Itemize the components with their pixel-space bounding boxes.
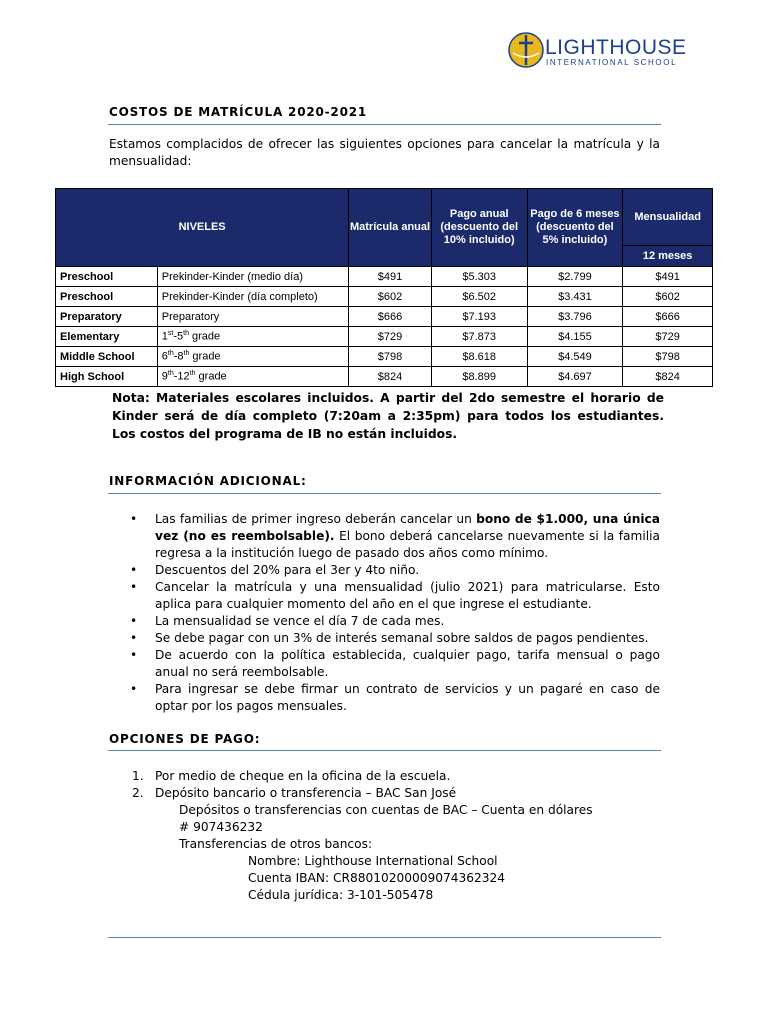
program-cell: 6th-8th grade — [157, 347, 348, 367]
bac-accounts-line: Depósitos o transferencias con cuentas de BAC – Cuenta en dólares — [179, 803, 593, 817]
pago-anual-cell: $7.193 — [431, 307, 527, 327]
program-cell: 1st-5th grade — [157, 327, 348, 347]
matricula-cell: $602 — [349, 287, 432, 307]
level-cell: Middle School — [56, 347, 158, 367]
mensualidad-cell: $491 — [623, 267, 713, 287]
mensualidad-cell: $666 — [623, 307, 713, 327]
pago-6-cell: $4.697 — [527, 367, 623, 387]
level-cell: Preschool — [56, 287, 158, 307]
program-cell: Prekinder-Kinder (día completo) — [157, 287, 348, 307]
pago-6-cell: $2.799 — [527, 267, 623, 287]
payment-heading: OPCIONES DE PAGO: — [109, 732, 261, 746]
bac-account-number: # 907436232 — [179, 820, 263, 834]
pago-6-cell: $4.155 — [527, 327, 623, 347]
level-cell: Elementary — [56, 327, 158, 347]
matricula-cell: $824 — [349, 367, 432, 387]
payment-list — [118, 768, 660, 904]
header-pago-anual: Pago anual (descuento del 10% incluido) — [431, 189, 527, 267]
list-item: • Para ingresar se debe firmar un contrato de servicios y un pagaré en caso de optar por los pagos mensuales. — [118, 681, 660, 715]
lighthouse-logo-icon — [507, 31, 545, 69]
pago-anual-cell: $5.303 — [431, 267, 527, 287]
list-item: • Se debe pagar con un 3% de interés semanal sobre saldos de pagos pendientes. — [118, 630, 660, 647]
matricula-cell: $798 — [349, 347, 432, 367]
page-title: COSTOS DE MATRÍCULA 2020-2021 — [109, 105, 368, 119]
list-item: • Las familias de primer ingreso deberán cancelar un bono de $1.000, una única vez (no es reembolsable). El bono deberá cancelarse nuevamente si la familia regresa a la institución luego de pasado dos años como mínimo. — [118, 511, 660, 562]
pago-6-cell: $3.431 — [527, 287, 623, 307]
program-cell: 9th-12th grade — [157, 367, 348, 387]
level-cell: Preparatory — [56, 307, 158, 327]
mensualidad-cell: $824 — [623, 367, 713, 387]
account-iban: Cuenta IBAN: CR88010200009074362324 — [248, 871, 506, 885]
pago-anual-cell: $6.502 — [431, 287, 527, 307]
fees-note: Nota: Materiales escolares incluidos. A partir del 2do semestre el horario de Kinder será de día completo (7:20am a 2:35pm) para todos los estudiantes. Los costos del programa de IB no están incluidos. — [112, 391, 664, 441]
logo-subtitle: INTERNATIONAL SCHOOL — [546, 58, 678, 67]
pago-anual-cell: $8.899 — [431, 367, 527, 387]
title-rule — [108, 124, 661, 125]
pago-6-cell: $4.549 — [527, 347, 623, 367]
level-cell: High School — [56, 367, 158, 387]
other-banks-line: Transferencias de otros bancos: — [179, 837, 373, 851]
mensualidad-cell: $602 — [623, 287, 713, 307]
level-cell: Preschool — [56, 267, 158, 287]
list-item: 1. Por medio de cheque en la oficina de la escuela. — [132, 769, 451, 783]
payment-rule — [108, 750, 661, 751]
table-row — [56, 307, 713, 327]
table-row — [56, 367, 713, 387]
cedula-juridica: Cédula jurídica: 3-101-505478 — [248, 888, 434, 902]
fees-table — [55, 188, 713, 387]
account-name: Nombre: Lighthouse International School — [248, 854, 498, 868]
info-rule — [108, 493, 661, 494]
table-row — [56, 327, 713, 347]
intro-text: Estamos complacidos de ofrecer las siguientes opciones para cancelar la matrícula y la mensualidad: — [109, 137, 660, 168]
list-item: • Descuentos del 20% para el 3er y 4to niño. — [118, 562, 660, 579]
header-mensualidad: Mensualidad — [623, 189, 713, 246]
list-item: • Cancelar la matrícula y una mensualidad (julio 2021) para matricularse. Esto aplica para cualquier momento del año en el que ingrese el estudiante. — [118, 579, 660, 613]
list-item: 2. Depósito bancario o transferencia – BAC San José Depósitos o transferencias con cuentas de BAC – Cuenta en dólares # 907436232 Transferencias de otros bancos: Nombre: Lighthouse International School Cuenta IBAN: CR88010200009074362324 Cédula jurídica: 3-101-505478 — [118, 785, 660, 904]
info-list — [118, 511, 660, 715]
header-matricula: Matrícula anual — [349, 189, 432, 267]
logo-name: LIGHTHOUSE — [545, 36, 687, 59]
mensualidad-cell: $729 — [623, 327, 713, 347]
header-12-meses: 12 meses — [623, 246, 713, 267]
pago-anual-cell: $7.873 — [431, 327, 527, 347]
table-row — [56, 287, 713, 307]
list-item: • La mensualidad se vence el día 7 de cada mes. — [118, 613, 660, 630]
header-niveles: NIVELES — [56, 189, 349, 267]
pago-anual-cell: $8.618 — [431, 347, 527, 367]
header-pago-6-meses: Pago de 6 meses (descuento del 5% incluido) — [527, 189, 623, 267]
list-item: • De acuerdo con la política establecida, cualquier pago, tarifa mensual o pago anual no será reembolsable. — [118, 647, 660, 681]
info-heading: INFORMACIÓN ADICIONAL: — [109, 474, 307, 488]
program-cell: Preparatory — [157, 307, 348, 327]
program-cell: Prekinder-Kinder (medio día) — [157, 267, 348, 287]
pago-6-cell: $3.796 — [527, 307, 623, 327]
footer-rule — [108, 937, 661, 938]
table-row — [56, 347, 713, 367]
matricula-cell: $666 — [349, 307, 432, 327]
matricula-cell: $729 — [349, 327, 432, 347]
table-row — [56, 267, 713, 287]
matricula-cell: $491 — [349, 267, 432, 287]
mensualidad-cell: $798 — [623, 347, 713, 367]
